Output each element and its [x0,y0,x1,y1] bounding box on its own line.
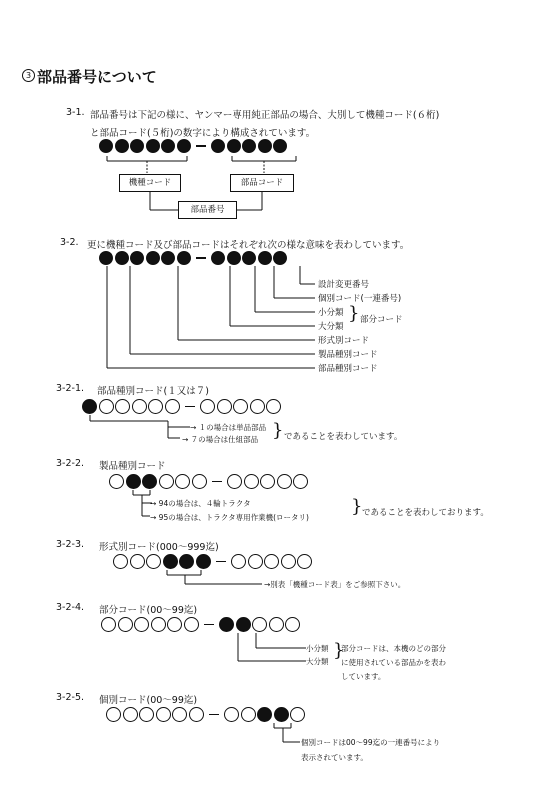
s2-text: 更に機種コード及び部品コードはそれぞれ次の様な意味を表わしています。 [87,240,410,251]
s22-suffix: であることを表わしております。 [362,508,489,518]
s25-desc-2: 表示されています。 [301,753,368,762]
s1-text-line2: と部品コード(５桁)の数字により構成されています。 [90,128,316,139]
s24-main-class: 大分類 [306,657,329,666]
label-product-type-code: 製品種別コード [318,350,378,360]
s21-option-2: → ７の場合は仕組部品 [182,435,259,444]
s22-number: 3-2-2. [56,458,85,469]
s24-desc-1: 部分コードは、本機のどの部分 [341,644,446,653]
box-part-number: 部品番号 [178,201,237,219]
s25-number: 3-2-5. [56,692,85,703]
label-individual-code: 個別コード(一連番号) [318,294,402,304]
s25-desc-1: 個別コードは00〜99迄の一連番号により [301,738,441,747]
s22-option-2-text: 95の場合は、トラクタ専用作業機(ロータリ) [158,513,309,522]
s22-option-2: → 95の場合は、トラクタ専用作業機(ロータリ) [150,513,309,522]
s21-suffix: であることを表わしています。 [284,432,403,442]
s1-text-line1: 部品番号は下記の様に、ヤンマー専用純正部品の場合、大別して機種コード(６桁) [90,110,440,121]
s22-option-1: → 94の場合は、４輪トラクタ [150,499,251,508]
s21-title: 部品種別コード(１又は７) [97,386,209,397]
s24-title: 部分コード(00〜99迄) [99,605,198,616]
s24-brace: } [333,640,345,661]
s23-note: →別表「機種コード表」をご参照下さい。 [264,580,406,589]
s22-brace: } [351,496,363,517]
section-marker: 3 [22,69,35,82]
s24-sub-class: 小分類 [306,644,329,653]
s25-title: 個別コード(00〜99迄) [99,695,198,706]
brace-part-code: } [348,303,360,324]
s24-number: 3-2-4. [56,602,85,613]
box-part-code: 部品コード [230,174,294,192]
label-part-type-code: 部品種別コード [318,364,378,374]
s23-number: 3-2-3. [56,539,85,550]
s22-title: 製品種別コード [99,461,166,472]
s21-option-1: → １の場合は単品部品 [190,423,267,432]
label-main-class: 大分類 [318,322,344,332]
s22-option-1-text: 94の場合は、４輪トラクタ [158,499,251,508]
s24-desc-2: に使用されている部品かを表わ [341,658,446,667]
s21-brace: } [272,420,284,441]
label-part-code: 部分コード [360,315,403,325]
s21-option-2-text: ７の場合は仕組部品 [190,435,259,444]
label-design-change: 設計変更番号 [318,280,370,290]
s21-option-1-text: １の場合は単品部品 [198,423,267,432]
label-sub-class: 小分類 [318,308,344,318]
s23-title: 形式別コード(000〜999迄) [99,542,219,553]
s24-desc-3: しています。 [341,672,386,681]
label-model-type-code: 形式別コード [318,336,370,346]
s23-note-text: 別表「機種コード表」をご参照下さい。 [270,580,406,589]
page-title: 部品番号について [37,68,157,86]
s21-number: 3-2-1. [56,383,85,394]
s1-number: 3-1. [66,107,85,118]
s2-number: 3-2. [60,237,79,248]
box-model-code: 機種コード [119,174,181,192]
